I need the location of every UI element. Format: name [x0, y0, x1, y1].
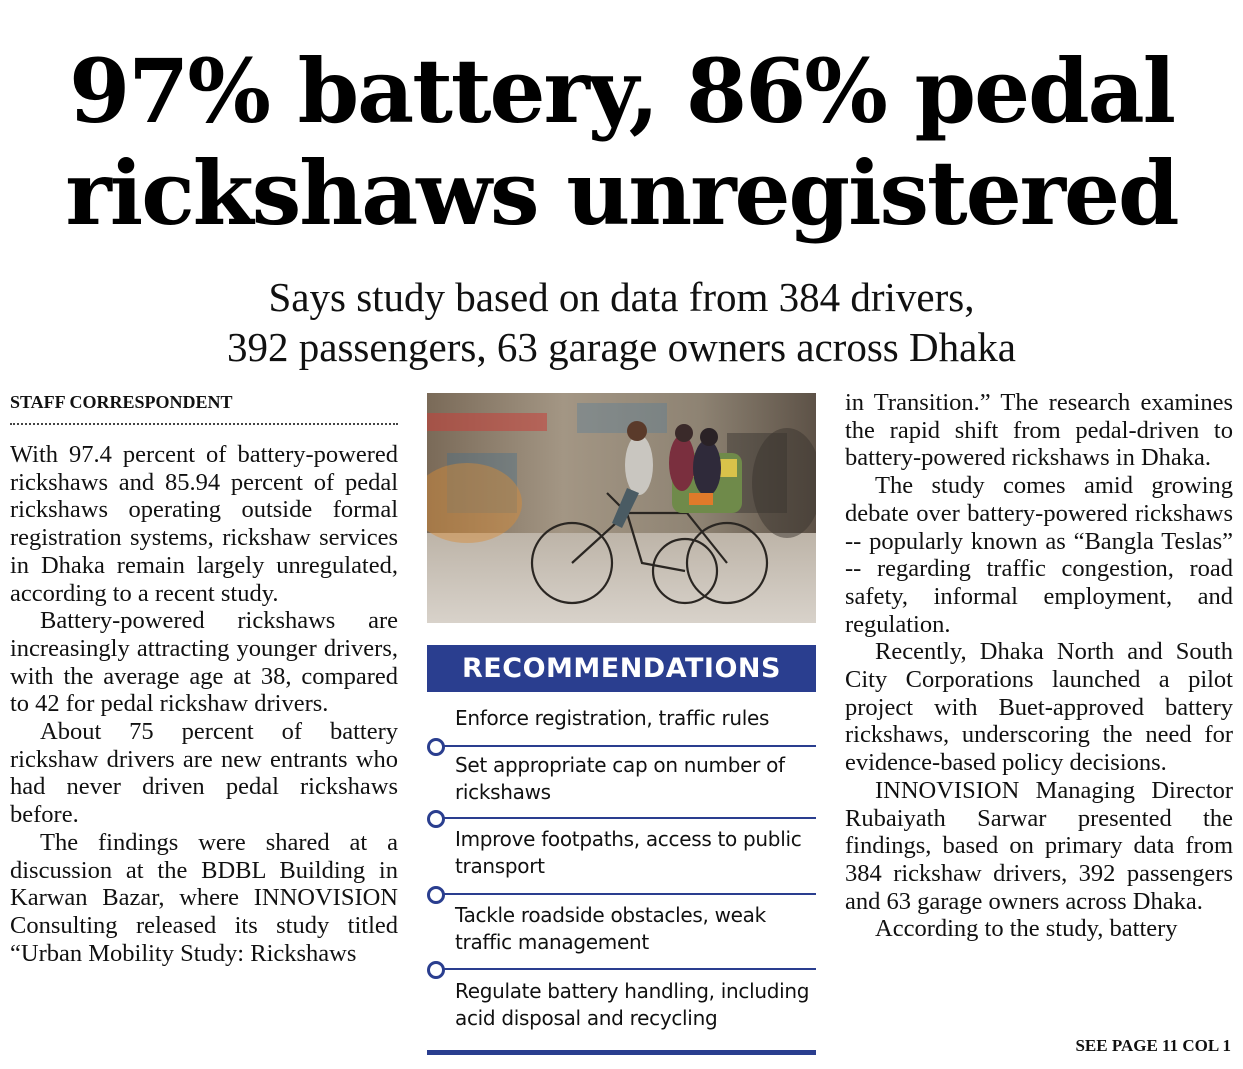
paragraph: According to the study, battery: [875, 915, 1178, 943]
paragraph: With 97.4 percent of battery-powered rickshaws and 85.94 percent of pedal rickshaws operating outside formal registration systems, rickshaw services in Dhaka remain largely unregulated, according to a recent study.: [10, 441, 398, 607]
bullet-circle-icon: [427, 810, 445, 828]
headline-line-2: rickshaws unregistered: [65, 141, 1178, 245]
subheadline-line-2: 392 passengers, 63 garage owners across Dhaka: [227, 324, 1016, 370]
bullet-circle-icon: [427, 886, 445, 904]
byline: STAFF CORRESPONDENT: [10, 392, 398, 425]
recommendation-item: Enforce registration, traffic rules: [455, 706, 770, 730]
rickshaw-photo: [427, 393, 816, 623]
paragraph: in Transition.” The research examines the rapid shift from pedal-driven to battery-powered rickshaws in Dhaka.: [845, 389, 1233, 472]
paragraph: About 75 percent of battery rickshaw drivers are new entrants who had never driven pedal rickshaws before.: [10, 718, 398, 829]
subheadline-line-1: Says study based on data from 384 drivers,: [268, 274, 975, 320]
bullet-circle-icon: [427, 961, 445, 979]
paragraph: Recently, Dhaka North and South City Corporations launched a pilot project with Buet-approved battery rickshaws, underscoring the need for evidence-based policy decisions.: [845, 638, 1233, 777]
paragraph: Battery-powered rickshaws are increasingly attracting younger drivers, with the average age at 38, compared to 42 for pedal rickshaw drivers.: [10, 607, 398, 718]
continuation-line: SEE PAGE 11 COL 1: [1075, 1036, 1231, 1055]
paragraph: The study comes amid growing debate over battery-powered rickshaws -- popularly known as “Bangla Teslas” -- regarding traffic congestion, road safety, informal employment, and regulation.: [845, 472, 1233, 638]
separator-line: [437, 893, 816, 895]
article-column-right: [845, 389, 1233, 943]
paragraph: INNOVISION Managing Director Rubaiyath Sarwar presented the findings, based on primary data from 384 rickshaw drivers, 392 passengers and 63 garage owners across Dhaka.: [845, 776, 1233, 915]
headline-line-1: 97% battery, 86% pedal: [68, 39, 1175, 143]
recommendations-header: RECOMMENDATIONS: [427, 645, 816, 692]
separator-line: [437, 817, 816, 819]
bullet-circle-icon: [427, 738, 445, 756]
separator-line: [437, 968, 816, 970]
recommendation-item: Set appropriate cap on number of rickshaws: [455, 753, 785, 804]
recommendation-item: Regulate battery handling, including acid disposal and recycling: [455, 979, 810, 1030]
recommendation-item: Tackle roadside obstacles, weak traffic management: [455, 903, 766, 954]
separator: [427, 884, 816, 904]
paragraph: The findings were shared at a discussion at the BDBL Building in Karwan Bazar, where INNOVISION Consulting released its study titled “Urban Mobility Study: Rickshaws: [10, 828, 398, 967]
headline: [0, 40, 1243, 244]
article-column-left: [10, 441, 398, 967]
recommendations-list: [427, 692, 816, 1058]
recommendations-bottom-rule: [427, 1050, 816, 1055]
separator-line: [437, 745, 816, 747]
separator: [427, 808, 816, 828]
separator: [427, 959, 816, 979]
recommendation-item: Improve footpaths, access to public transport: [455, 827, 802, 878]
subheadline: [0, 272, 1243, 372]
